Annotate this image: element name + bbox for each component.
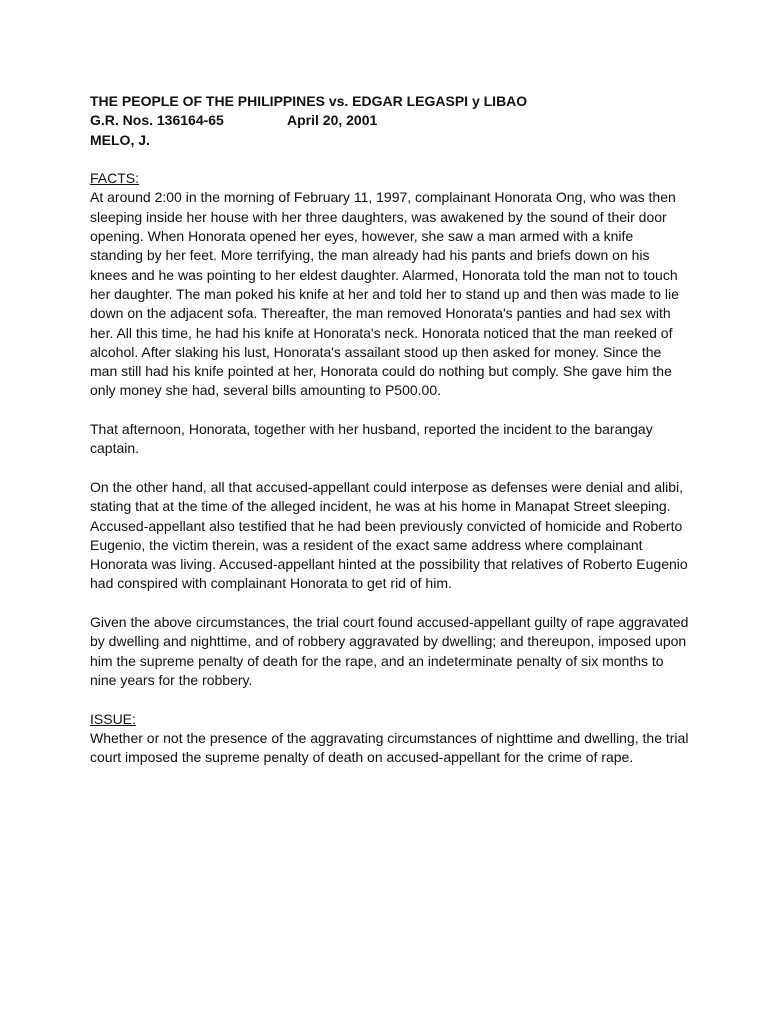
- spacer: [90, 459, 690, 478]
- facts-paragraph-1: At around 2:00 in the morning of February 11, 1997, complainant Honorata Ong, who was then sleeping inside her house with her three daughters, was awakened by the sound of their door opening. When Honorata opened her eyes, however, she saw a man armed with a knife standing by her feet. More terrifying, the man already had his pants and briefs down on his knees and he was pointing to her eldest daughter. Alarmed, Honorata told the man not to touch her daughter. The man poked his knife at her and told her to stand up and then was made to lie down on the adjacent sofa. Thereafter, the man removed Honorata's panties and had sex with her. All this time, he had his knife at Honorata's neck. Honorata noticed that the man reeked of alcohol. After slaking his lust, Honorata's assailant stood up then asked for money. Since the man still had his knife pointed at her, Honorata could do nothing but comply. She gave him the only money she had, several bills amounting to P500.00.: [90, 189, 679, 399]
- case-reference: [90, 111, 690, 130]
- ponente: MELO, J.: [90, 131, 150, 148]
- issue-paragraph: Whether or not the presence of the aggravating circumstances of nighttime and dwelling, the trial court imposed the supreme penalty of death on accused-appellant for the crime of rape.: [90, 729, 689, 766]
- spacer: [90, 150, 690, 169]
- facts-paragraph-4: Given the above circumstances, the trial court found accused-appellant guilty of rape aggravated by dwelling and nighttime, and of robbery aggravated by dwelling; and thereupon, imposed upon him the supreme penalty of death for the rape, and an indeterminate penalty of six months to nine years for the robbery.: [90, 614, 689, 688]
- facts-paragraph-2: That afternoon, Honorata, together with her husband, reported the incident to the barangay captain.: [90, 421, 653, 457]
- decision-date: April 20, 2001: [287, 112, 378, 129]
- issue-heading: ISSUE:: [90, 710, 136, 727]
- spacer: [90, 401, 690, 420]
- facts-paragraph-3: On the other hand, all that accused-appellant could interpose as defenses were denial and alibi, stating that at the time of the alleged incident, he was at his home in Manapat Street sleeping. Accused-appellant also testified that he had been previously convicted of homicide and Roberto Eugenio, the victim therein, was a resident of the exact same address where complainant Honorata was living. Accused-appellant hinted at the possibility that relatives of Roberto Eugenio had conspired with complainant Honorata to get rid of him.: [90, 478, 688, 592]
- gr-number: G.R. Nos. 136164-65: [90, 112, 224, 129]
- facts-heading: FACTS:: [90, 170, 140, 187]
- document-body: [90, 92, 690, 767]
- spacer: [90, 594, 690, 613]
- spacer: [90, 690, 690, 709]
- case-title: THE PEOPLE OF THE PHILIPPINES vs. EDGAR LEGASPI y LIBAO: [90, 93, 528, 109]
